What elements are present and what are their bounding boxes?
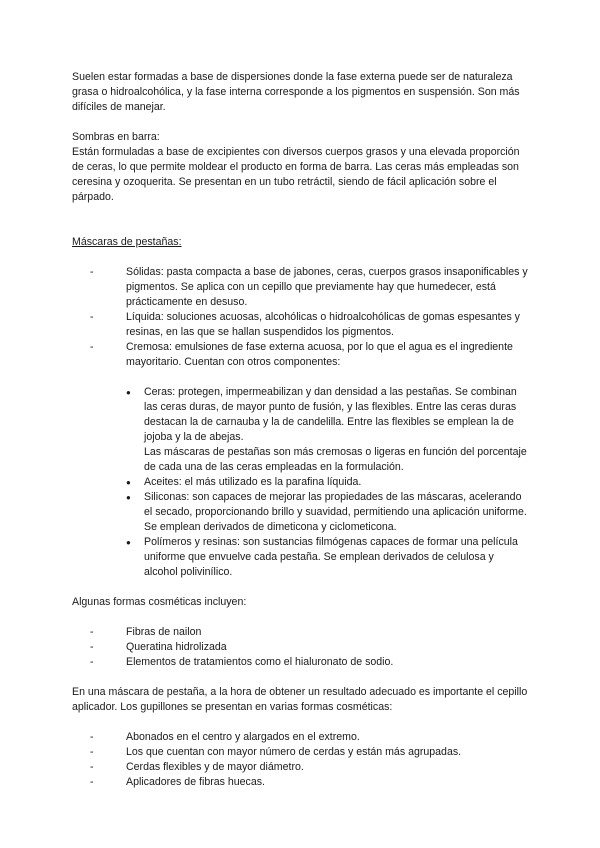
- ceras-extra-text: Las máscaras de pestañas son más cremosas o ligeras en función del porcentaje de cada una de las ceras empleadas en la formulación.: [144, 446, 527, 473]
- document-page: [72, 70, 528, 790]
- list-item-polimeros: ● Polímeros y resinas: son sustancias filmógenas capaces de formar una película uniforme que envuelve cada pestaña. Se emplean derivados de celulosa y alcohol polivinílico.: [126, 535, 528, 580]
- mascaras-types-list: [72, 265, 528, 370]
- list-item-aceites: ● Aceites: el más utilizado es la parafina líquida.: [126, 475, 528, 490]
- list-item: - Abonados en el centro y alargados en el extremo.: [90, 730, 528, 745]
- ceras-text: Ceras: protegen, impermeabilizan y dan densidad a las pestañas. Se combinan las ceras duras, de mayor punto de fusión, y las flexibles. Entre las ceras duras destacan la de carnauba y la de candelilla. Entre las flexibles se emplean la de jojoba y la de abejas.: [144, 386, 517, 443]
- list-item: - Elementos de tratamientos como el hialuronato de sodio.: [90, 655, 528, 670]
- formas-list: [72, 625, 528, 670]
- list-item: - Cremosa: emulsiones de fase externa acuosa, por lo que el agua es el ingrediente mayoritario. Cuentan con otros componentes:: [90, 340, 528, 370]
- list-item: - Cerdas flexibles y de mayor diámetro.: [90, 760, 528, 775]
- cepillo-intro: En una máscara de pestaña, a la hora de obtener un resultado adecuado es importante el cepillo aplicador. Los gupillones se presentan en varias formas cosméticas:: [72, 686, 528, 713]
- sombras-title: Sombras en barra:: [72, 131, 160, 143]
- formas-intro: Algunas formas cosméticas incluyen:: [72, 596, 247, 608]
- mascaras-heading: Máscaras de pestañas:: [72, 236, 182, 248]
- list-item: - Fibras de nailon: [90, 625, 528, 640]
- list-item-siliconas: ● Siliconas: son capaces de mejorar las propiedades de las máscaras, acelerando el secado, proporcionando brillo y suavidad, permitiendo una aplicación uniforme. Se emplean derivados de dimeticona y ciclometicona.: [126, 490, 528, 535]
- components-list: [72, 385, 528, 580]
- list-item: - Sólidas: pasta compacta a base de jabones, ceras, cuerpos grasos insaponificables y pigmentos. Se aplica con un cepillo que previamente hay que humedecer, está prácticamente en desuso.: [90, 265, 528, 310]
- list-item: - Líquida: soluciones acuosas, alcohólicas o hidroalcohólicas de gomas espesantes y resinas, en las que se hallan suspendidos los pigmentos.: [90, 310, 528, 340]
- list-item-ceras: [126, 385, 528, 475]
- cepillo-list: [72, 730, 528, 790]
- list-item: - Los que cuentan con mayor número de cerdas y están más agrupadas.: [90, 745, 528, 760]
- list-item: - Aplicadores de fibras huecas.: [90, 775, 528, 790]
- sombras-paragraph: Están formuladas a base de excipientes con diversos cuerpos grasos y una elevada proporción de ceras, lo que permite moldear el producto en forma de barra. Las ceras más empleadas son ceresina y ozoquerita. Se presentan en un tubo retráctil, siendo de fácil aplicación sobre el párpado.: [72, 146, 520, 203]
- list-item: - Queratina hidrolizada: [90, 640, 528, 655]
- intro-paragraph: Suelen estar formadas a base de dispersiones donde la fase externa puede ser de naturaleza grasa o hidroalcohólica, y la fase interna corresponde a los pigmentos en suspensión. Son más difíciles de manejar.: [72, 71, 520, 113]
